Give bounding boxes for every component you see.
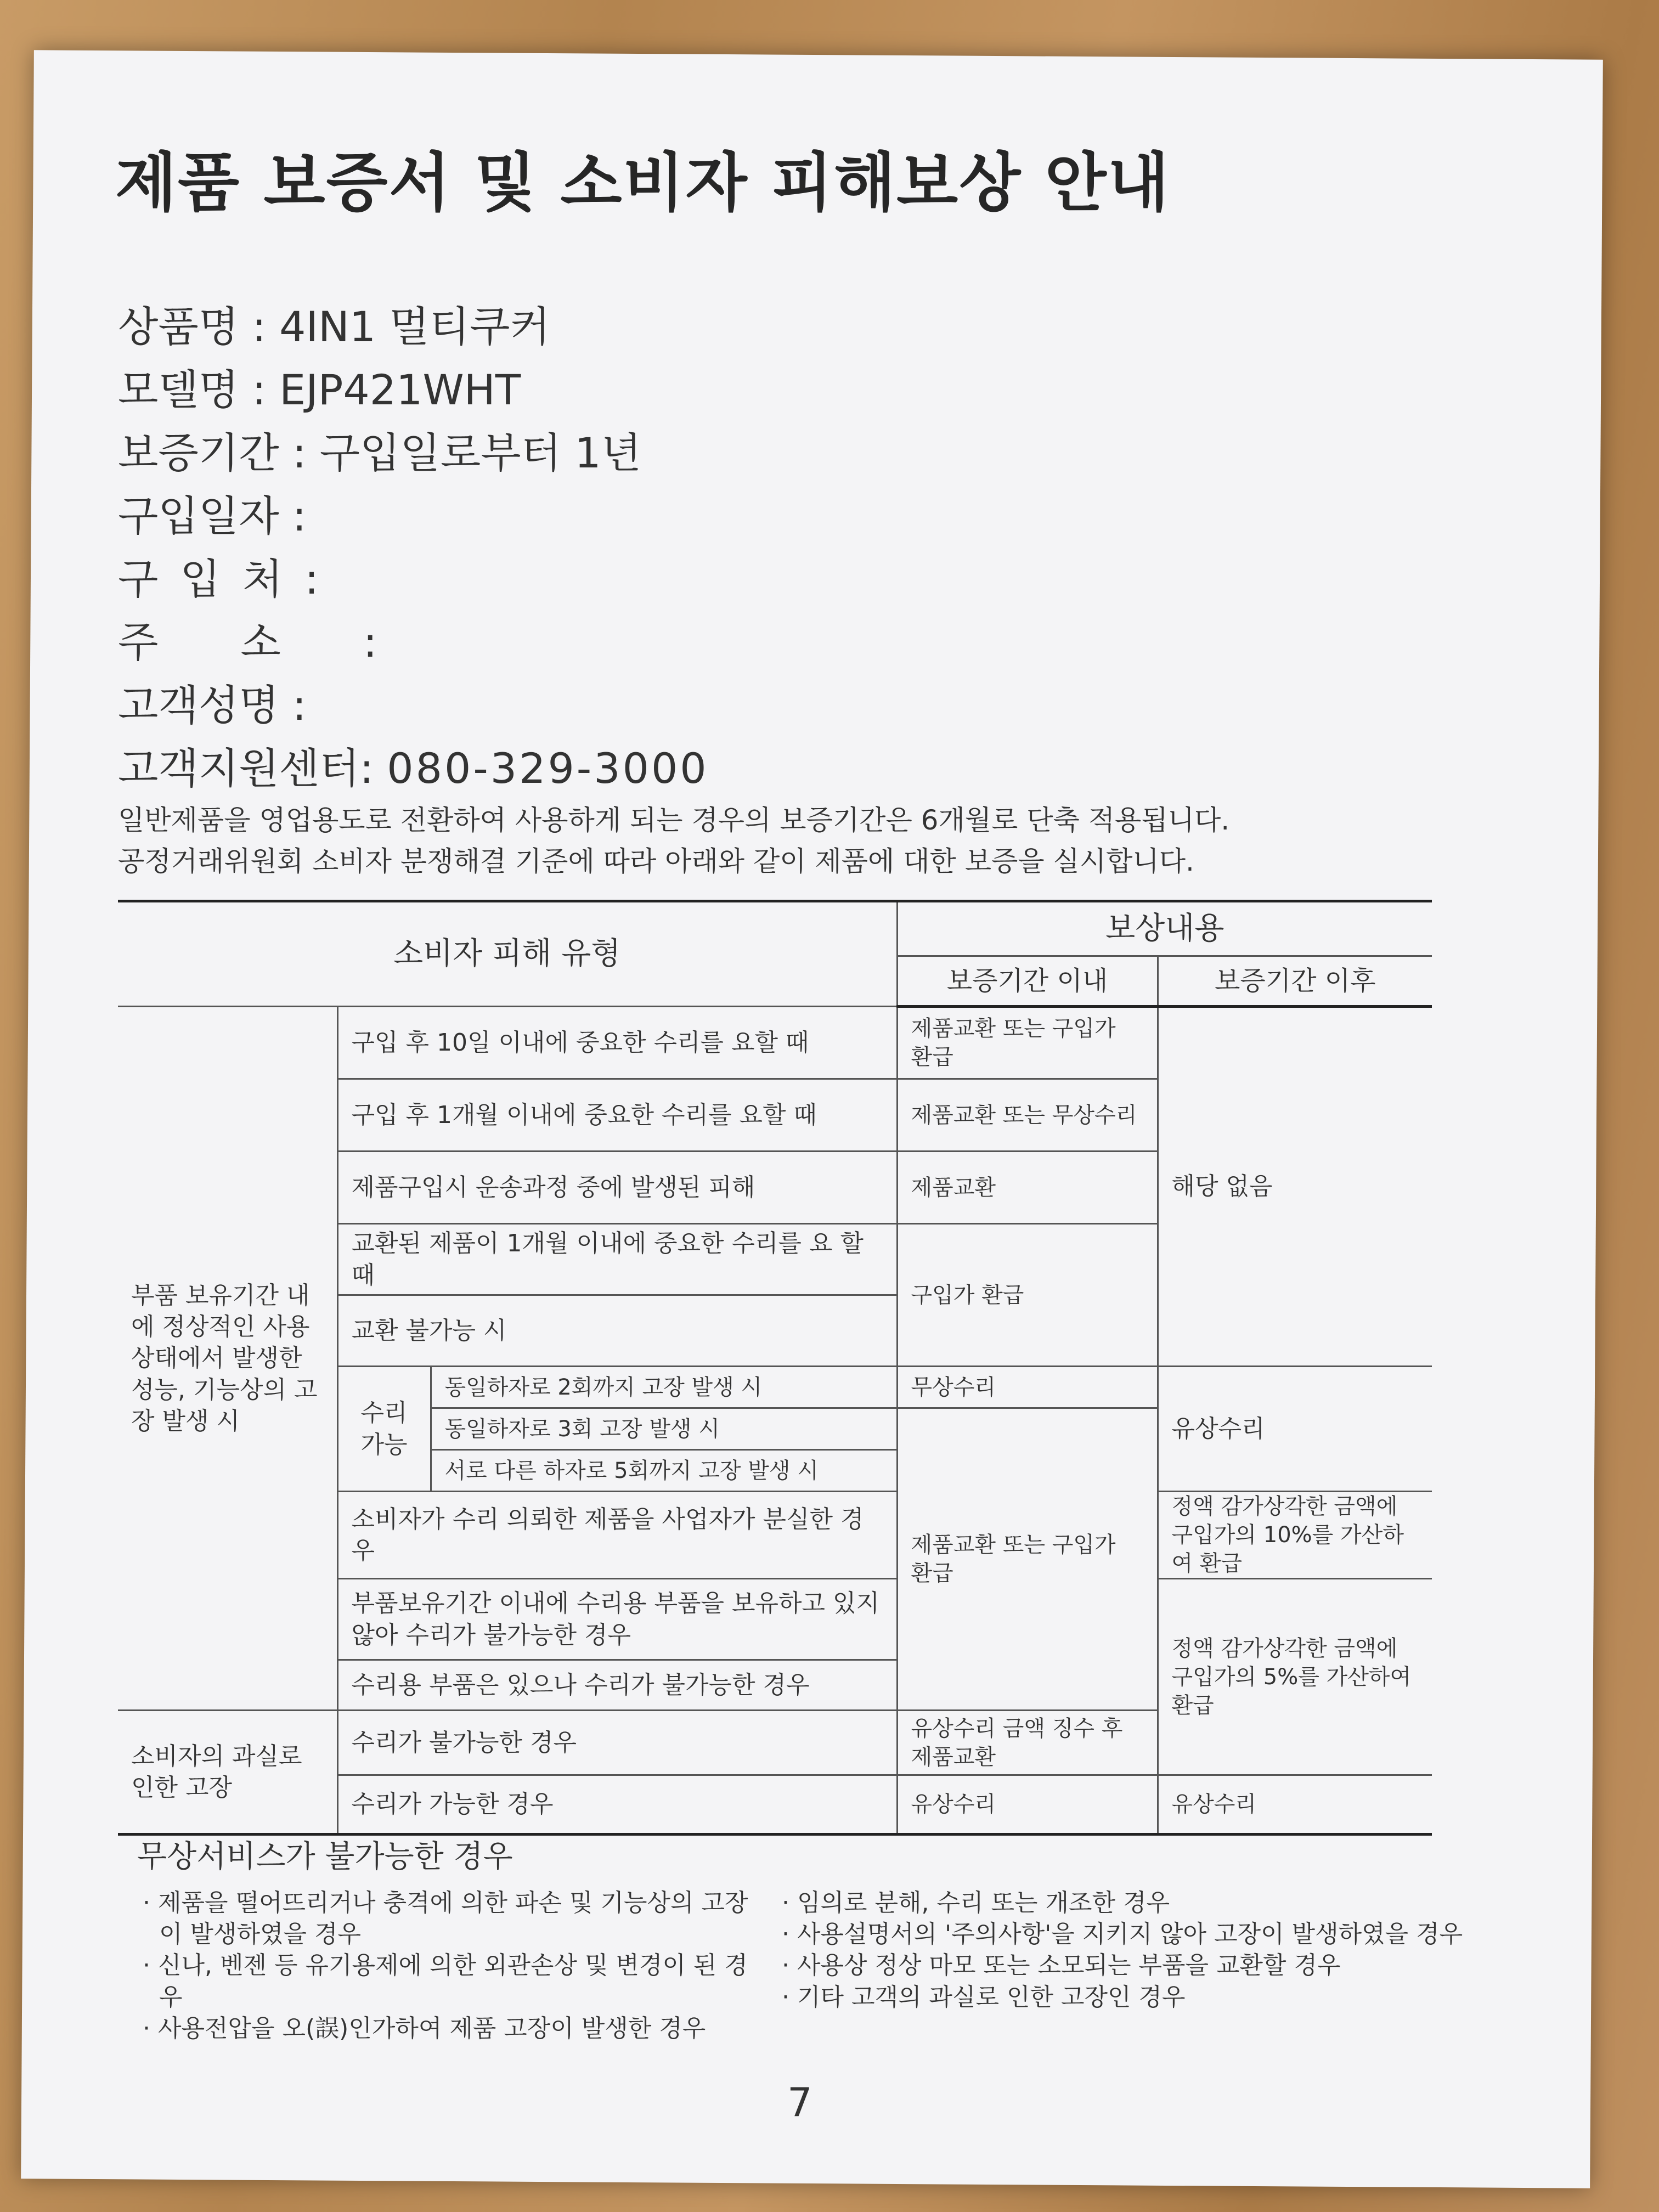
product-name-value: 4IN1 멀티쿠커 — [279, 302, 550, 351]
notice-line-1: 일반제품을 영업용도로 전환하여 사용하게 되는 경우의 보증기간은 6개월로 단축 적용됩니다. — [118, 804, 1230, 836]
within-shipping-damage: 제품교환 — [897, 1152, 1158, 1224]
row-no-parts: 부품보유기간 이내에 수리용 부품을 보유하고 있지 않아 수리가 불가능한 경우 — [337, 1579, 897, 1660]
product-name-label: 상품명 — [118, 302, 239, 351]
address-label: 주소 — [118, 618, 363, 667]
page-number: 7 — [787, 2079, 812, 2125]
address-row: 주소: — [118, 618, 377, 667]
free-service-item: · 사용설명서의 '주의사항'을 지키지 않아 고장이 발생하였을 경우 — [782, 1920, 1463, 1949]
compensation-header: 보상내용 — [897, 901, 1432, 956]
free-service-item: · 사용전압을 오(誤)인가하여 제품 고장이 발생한 경우 — [143, 2014, 706, 2042]
warranty-period-value: 구입일로부터 1년 — [319, 428, 642, 477]
row-exchange-impossible: 교환 불가능 시 — [337, 1295, 897, 1367]
product-name-row: 상품명 : 4IN1 멀티쿠커 — [118, 302, 550, 351]
free-service-item: · 제품을 떨어뜨리거나 충격에 의한 파손 및 기능상의 고장이 발생하였을 경우 — [143, 1889, 748, 1949]
after-not-applicable: 해당 없음 — [1158, 1007, 1432, 1367]
page-title: 제품 보증서 및 소비자 피해보상 안내 — [115, 146, 1170, 220]
row-exchanged-product: 교환된 제품이 1개월 이내에 중요한 수리를 요 할때 — [337, 1224, 897, 1295]
after-period-header: 보증기간 이후 — [1158, 956, 1432, 1007]
within-period-header: 보증기간 이내 — [897, 956, 1158, 1007]
after-depreciation-10: 정액 감가상각한 금액에 구입가의 10%를 가산하여 환급 — [1158, 1492, 1432, 1579]
row-fault-repairable: 수리가 가능한 경우 — [337, 1775, 897, 1835]
customer-name-label: 고객성명 — [118, 681, 279, 730]
free-service-list-right — [782, 1887, 1495, 2013]
support-center-row: 고객지원센터: 080-329-3000 — [118, 744, 709, 793]
model-name-value: EJP421WHT — [279, 365, 521, 414]
row-parts-but-unrepairable: 수리용 부품은 있으나 수리가 불가능한 경우 — [337, 1660, 897, 1711]
free-service-list-left — [143, 1887, 757, 2044]
purchase-store-label: 구입처 — [118, 555, 305, 603]
free-service-item: · 임의로 분해, 수리 또는 개조한 경우 — [782, 1889, 1170, 1917]
group-customer-fault: 소비자의 과실로 인한 고장 — [118, 1711, 337, 1835]
within-1-month: 제품교환 또는 무상수리 — [897, 1079, 1158, 1152]
model-name-row: 모델명 : EJP421WHT — [118, 365, 521, 414]
free-service-item: · 신나, 벤젠 등 유기용제에 의한 외관손상 및 변경이 된 경우 — [143, 1951, 748, 2011]
row-fault-unrepairable: 수리가 불가능한 경우 — [337, 1711, 897, 1775]
warranty-period-label: 보증기간 — [118, 428, 279, 477]
free-service-item: · 사용상 정상 마모 또는 소모되는 부품을 교환할 경우 — [782, 1951, 1341, 1980]
customer-name-row: 고객성명 : — [118, 681, 307, 730]
row-shipping-damage: 제품구입시 운송과정 중에 발생된 피해 — [337, 1152, 897, 1224]
compensation-table — [118, 900, 1432, 1836]
support-center-label: 고객지원센터 — [118, 744, 360, 793]
within-exchange-refund: 제품교환 또는 구입가 환급 — [897, 1408, 1158, 1711]
purchase-store-row: 구입처: — [118, 555, 319, 603]
purchase-date-label: 구입일자 — [118, 492, 279, 540]
row-2-times: 동일하자로 2회까지 고장 발생 시 — [431, 1367, 897, 1408]
purchase-date-row: 구입일자 : — [118, 492, 307, 540]
after-paid-repair-fault: 유상수리 — [1158, 1775, 1432, 1835]
free-service-item: · 기타 고객의 과실로 인한 고장인 경우 — [782, 1983, 1186, 2011]
row-1-month: 구입 후 1개월 이내에 중요한 수리를 요할 때 — [337, 1079, 897, 1152]
row-5-times: 서로 다른 하자로 5회까지 고장 발생 시 — [431, 1450, 897, 1492]
after-depreciation-5: 정액 감가상각한 금액에 구입가의 5%를 가산하여 환급 — [1158, 1579, 1432, 1775]
damage-type-header: 소비자 피해 유형 — [118, 901, 897, 1007]
within-refund: 구입가 환급 — [897, 1224, 1158, 1367]
repair-possible-label: 수리 가능 — [337, 1367, 431, 1492]
row-10-days: 구입 후 10일 이내에 중요한 수리를 요할 때 — [337, 1007, 897, 1079]
row-lost-by-business: 소비자가 수리 의뢰한 제품을 사업자가 분실한 경우 — [337, 1492, 897, 1579]
notice-line-2: 공정거래위원회 소비자 분쟁해결 기준에 따라 아래와 같이 제품에 대한 보증을 실시합니다. — [118, 845, 1194, 877]
support-center-phone: 080-329-3000 — [387, 744, 709, 793]
after-paid-repair: 유상수리 — [1158, 1367, 1432, 1492]
free-service-title: 무상서비스가 불가능한 경우 — [137, 1839, 513, 1875]
within-10-days: 제품교환 또는 구입가 환급 — [897, 1007, 1158, 1079]
within-free-repair: 무상수리 — [897, 1367, 1158, 1408]
warranty-period-row: 보증기간 : 구입일로부터 1년 — [118, 428, 642, 477]
within-paid-repair: 유상수리 — [897, 1775, 1158, 1835]
model-name-label: 모델명 — [118, 365, 239, 414]
within-paid-then-exchange: 유상수리 금액 징수 후 제품교환 — [897, 1711, 1158, 1775]
group-normal-use-failure: 부품 보유기간 내에 정상적인 사용 상태에서 발생한 성능, 기능상의 고장 발생 시 — [118, 1007, 337, 1711]
row-3-times: 동일하자로 3회 고장 발생 시 — [431, 1408, 897, 1450]
